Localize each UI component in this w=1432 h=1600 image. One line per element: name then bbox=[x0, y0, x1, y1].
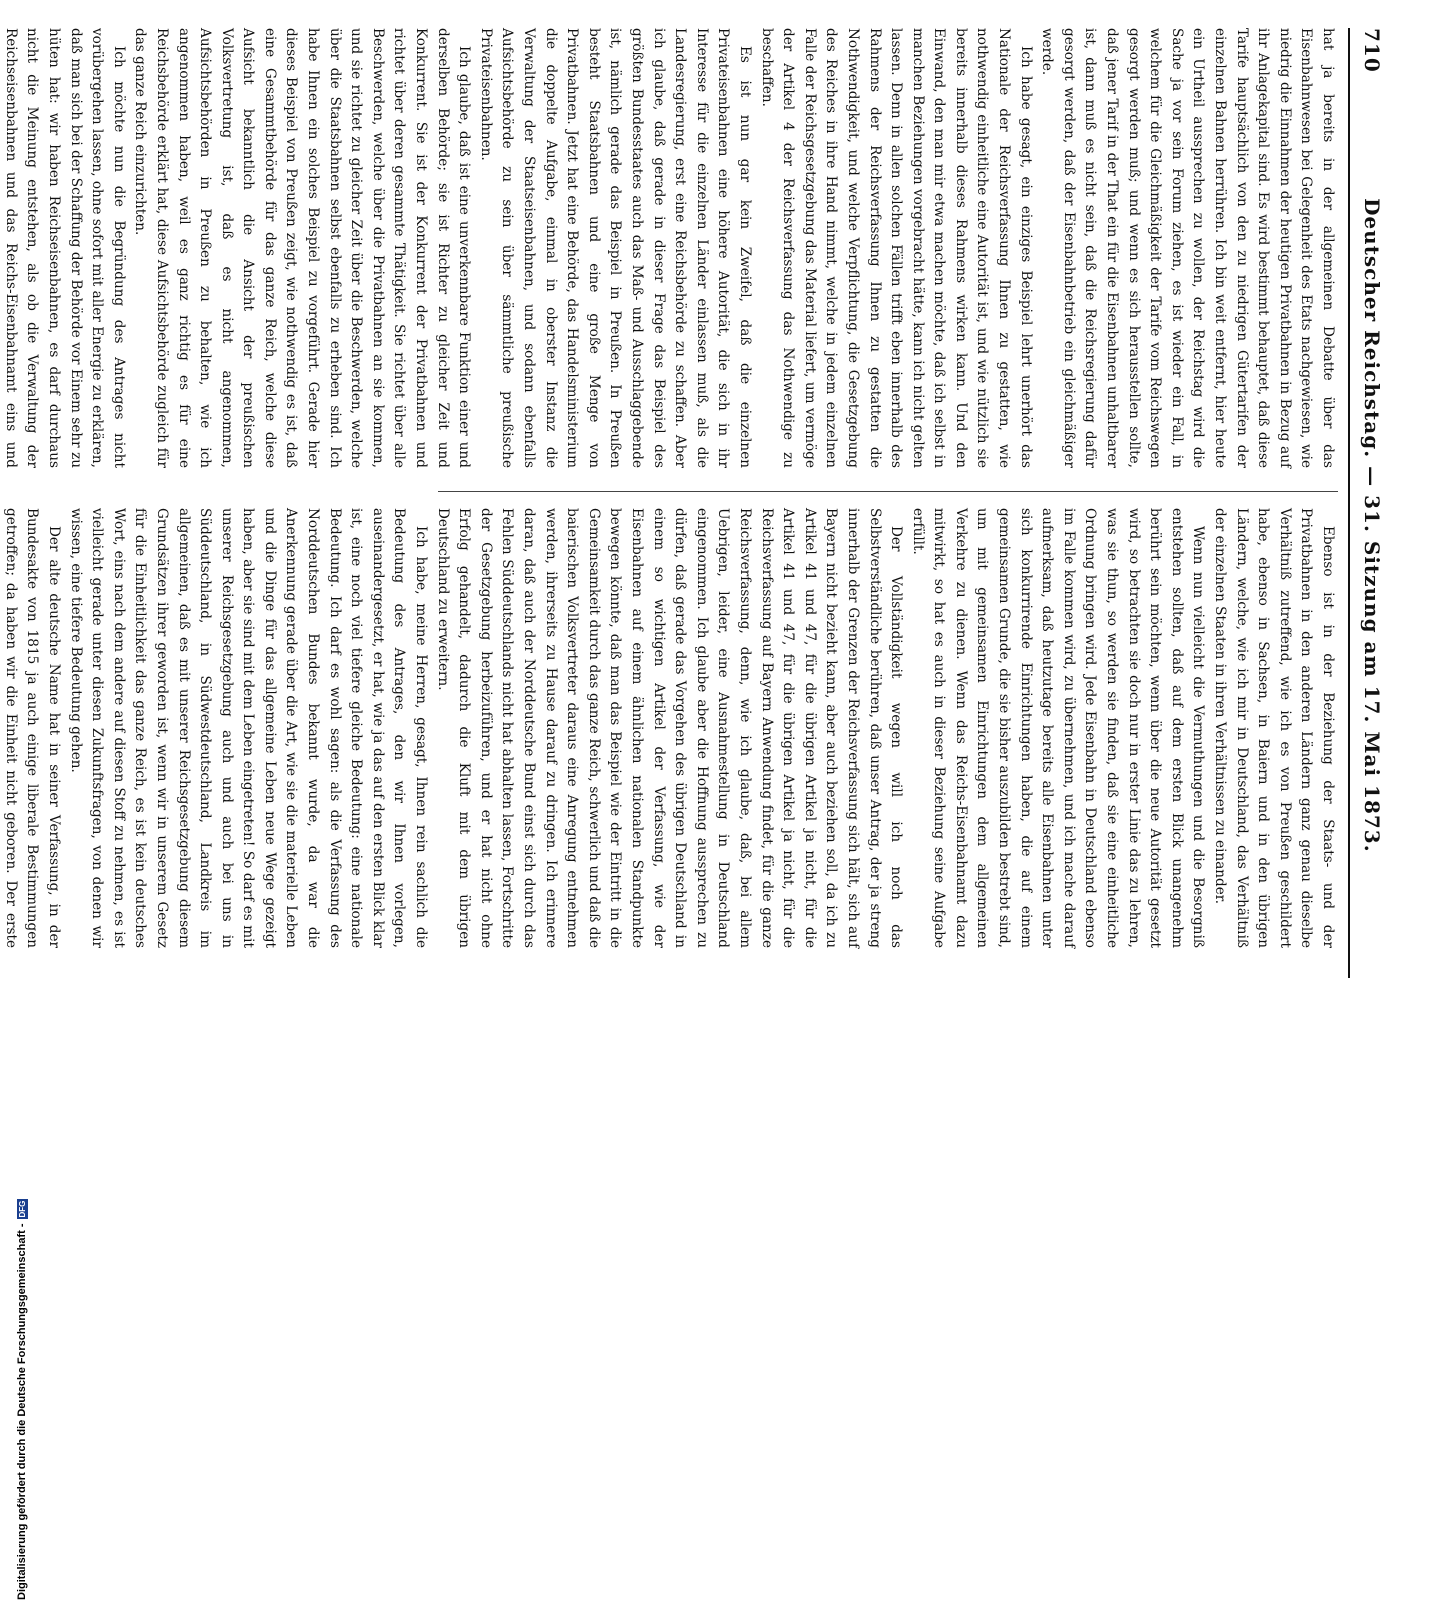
left-column bbox=[0, 28, 1338, 468]
right-column bbox=[0, 508, 1338, 948]
watermark-text-wrap bbox=[16, 1200, 28, 1600]
page-header bbox=[1354, 28, 1390, 978]
paragraph: Ich möchte nun die Begründung des Antrages nicht vorübergehen lassen, ohne sofort mit aller Energie zu erklären, daß man sich bei der Schaffung der Behörde vor Einem sehr zu hüten hat: wir haben Reichseisenbahnen, es darf durchaus nicht die Meinung entstehen, als ob die Verwaltung der Reichseisenbahnen und das Reichs-Eisenbahnamt eins und bbox=[2, 28, 127, 468]
paragraph: Ebenso ist in der Beziehung der Staats- und der Privatbahnen in den anderen Ländern ganz genau dieselbe Verhältniß zutreffend, wie ich es von Preußen geschildert habe, ebenso in Sachsen, in Baiern und in den übrigen Ländern, welche, wie ich mir in Deutschland, das Verhältniß der einzelnen Staaten in ihren Verhältnissen zu einander. bbox=[1212, 508, 1336, 948]
rotated-page bbox=[2, 28, 1390, 978]
paragraph: Ich habe gesagt, ein einziges Beispiel lehrt unerhört das Nationale der Reichsverfassung Ihnen zu gestatten, wie nothwendig einheitliche eine Autorität ist, und wie nützlich sie bereits innerhalb dieses Rahmens wirken kann. Und den Einwand, den man mir etwa machen möchte, daß ich selbst in manchen Beziehungen vorgebracht hätte, kann ich nicht gelten lassen. Denn in allen solchen Fällen trifft eben innerhalb des Rahmens der Reichsverfassung Ihnen zu gestatten die Nothwendigkeit, und welche Verpflichtung, die Gesetzgebung des Reiches in ihre Hand nimmt, welche in jedem einzelnen Falle der Reichsgesetzgebung das Material liefert, um vermöge der Artikel 4 der Reichsverfassung das Nothwendige zu beschaffen. bbox=[758, 28, 1034, 468]
paragraph: Wenn nun vielleicht die Vermuthungen und die Besorgniß entstehen sollten, daß auf dem ersten Blick unangenehm berührt sein möchten, wenn über die neue Autorität gesetzt wird, so betrachten sie doch nur in erster Linie das zu lehren, was sie thun, so werden sie finden, daß sie eine einheitliche Ordnung bringen wird. Jede Eisenbahn in Deutschland ebenso im Falle kommen wird, zu übernehmen, und ich mache darauf aufmerksam, daß heutzutage bereits alle Eisenbahnen unter sich konkurrirende Einrichtungen haben, die auf einem gemeinsamen Grunde, die sie bisher auszubilden bestrebt sind, um mit gemeinsamen Einrichtungen dem allgemeinen Verkehre zu dienen. Wenn das Reichs-Eisenbahnamt dazu mitwirkt, so hat es auch in dieser Beziehung seine Aufgabe erfüllt. bbox=[909, 508, 1207, 948]
paragraph: Der alte deutsche Name hat in seiner Verfassung, in der Bundesakte von 1815 ja auch einige liberale Bestimmungen getroffen; da haben wir die Einheit nicht geboren. Der erste bbox=[2, 508, 62, 948]
paragraph: Der Vollständigkeit wegen will ich noch das Selbstverständliche berühren, daß unser Antrag, der ja streng innerhalb der Grenzen der Reichsverfassung sich hält, sich auf Bayern nicht bezieht kann, aber auch beziehen soll, da ich zu Artikel 41 und 47, für die übrigen Artikel ja nicht, für die Artikel 41 und 47, für die übrigen Artikel ja nicht, für die Reichsverfassung auf Bayern Anwendung findet, für die ganze Reichsverfassung, denn, wie ich glaube, daß, bei allem Uebrigen, leider, eine Ausnahmestellung in Deutschland eingenommen. Ich glaube aber die Hoffnung aussprechen zu dürfen, daß gerade das Vorgehen des übrigen Deutschland in einem so wichtigen Artikel der Verfassung, wie der Eisenbahnen auf einem ähnlichen nationalen Standpunkte bewegen könnte, daß man das Beispiel wie der Eintritt in die Gemeinsamkeit durch das ganze Reich, schwerlich und daß die baierischen Volksvertreter daraus eine Anregung entnehmen werden, ihrerseits zu Hause darauf zu dringen. Ich erinnere daran, daß auch der Norddeutsche Bund einst sich durch das Fehlen Süddeutschlands nicht hat abhalten lassen, Fortschritte der Gesetzgebung herbeizuführen, und er hat nicht ohne Erfolg gehandelt, dadurch die Kluft mit dem übrigen Deutschland zu erweitern. bbox=[434, 508, 905, 948]
header-rule bbox=[1348, 28, 1350, 978]
watermark bbox=[0, 600, 28, 1600]
paragraph: Es ist nun gar kein Zweifel, daß die einzelnen Privateisenbahnen eine höhere Autorität, die sich in ihr Interesse für die einzelnen Länder einlassen muß, als die Landesregierung, erst eine Reichsbehörde zu schaffen. Aber ich glaube, daß gerade in dieser Frage das Beispiel des größten Bundesstaates auch das Maß- und Ausschlaggebende ist, nämlich gerade das Beispiel in Preußen. In Preußen besteht Staatsbahnen und eine große Menge von Privatbahnen. Jetzt hat eine Behörde, das Handelsministerium die doppelte Aufgabe, einmal in oberster Instanz die Verwaltung der Staatseisenbahnen, und sodann ebenfalls Aufsichtsbehörde zu sein über sämmtliche preußische Privateisenbahnen. bbox=[477, 28, 753, 468]
paragraph: hat ja bereits in der allgemeinen Debatte über das Eisenbahnwesen bei Gelegenheit des Etats nachgewiesen, wie niedrig die Einnahmen der heutigen Privatbahnen in Bezug auf ihr Anlagekapital sind. Es wird bestimmt behauptet, daß diese Tarife hauptsächlich von den zu niedrigen Gütertarifen der einzelnen Bahnen herrühren. Ich bin weit entfernt, hier heute ein Urtheil aussprechen zu wollen, der Reichstag wird die Sache ja vor sein Forum ziehen, es ist wieder ein Fall, in welchem für die Gleichmäßigkeit der Tarife vom Reichswegen gesorgt werden muß; und wenn es sich herausstellen sollte, daß jener Tarif in der That ein für die Eisenbahnen unhaltbarer ist, dann muß es nicht sein, daß die Reichsregierung dafür gesorgt werden, daß der Eisenbahnbetrieb ein gleichmäßiger werde. bbox=[1039, 28, 1336, 468]
paragraph: Ich habe, meine Herren, gesagt, Ihnen rein sachlich die Bedeutung des Antrages, den wir Ihnen vorlegen, auseinandergesetzt, er hat, wie ja das auf den ersten Blick klar ist, eine noch viel tiefere gleiche Bedeutung: eine nationale Bedeutung. Ich darf es wohl sagen: als die Verfassung des Norddeutschen Bundes bekannt wurde, da war die Anerkennung gerade über die Art, wie sie die materielle Leben und die Dinge für das allgemeine Leben neue Wege gezeigt haben, aber sie sind mit dem Leben eingetreten! So darf es mit unserer Reichsgesetzgebung auch und auch bei uns in Süddeutschland, in Südwestdeutschland, Landkreis im allgemeinen, daß es mit unserer Reichsgesetzgebung diesem Grundsätzen ihrer geworden ist, wenn wir in unserem Gesetz für die Einheitlichkeit das ganze Reich, es ist kein deutsches Wort, eins nach dem andere auf diesen Stoff zu nehmen, es ist vielleicht gerade unter diesen Zukunftsfragen, von denen wir wissen, eine tiefere Bedeutung gehen. bbox=[67, 508, 430, 948]
dfg-logo-icon: DFG bbox=[17, 1200, 27, 1218]
watermark-text: Digitalisierung gefördert durch die Deutsche Forschungsgemeinschaft - bbox=[16, 1223, 28, 1600]
column-divider bbox=[438, 491, 1338, 492]
page-number: 710 bbox=[1360, 28, 1384, 73]
paragraph: Ich glaube, daß ist eine unverkennbare Funktion einer und derselben Behörde; sie ist Richter zu gleicher Zeit und Konkurrent. Sie ist der Konkurrent der Privatbahnen und richtet über deren gesammte Thätigkeit. Sie richtet über alle Beschwerden, welche über die Privatbahnen an sie kommen, und sie richtet zu gleicher Zeit über die Beschwerden, welche über die Staatsbahnen selbst ebenfalls zu erheben sind. Ich habe Ihnen ein solches Beispiel zu vorgeführt. Gerade hier dieses Beispiel von Preußen zeigt, wie nothwendig es ist, daß eine Gesammtbehörde für das ganze Reich, welche diese Aufsicht bekanntlich die Ansicht der preußischen Volksvertretung ist, daß es nicht angenommen, Aufsichtsbehörden in Preußen zu behalten, wie ich angenommen haben, weil es ganz richtig es für eine Reichsbehörde erklärt hat, diese Aufsichtsbehörde zugleich für das ganze Reich einzurichten. bbox=[132, 28, 473, 468]
running-title: Deutscher Reichstag. — 31. Sitzung am 17. Mai 1873. bbox=[1360, 198, 1384, 853]
